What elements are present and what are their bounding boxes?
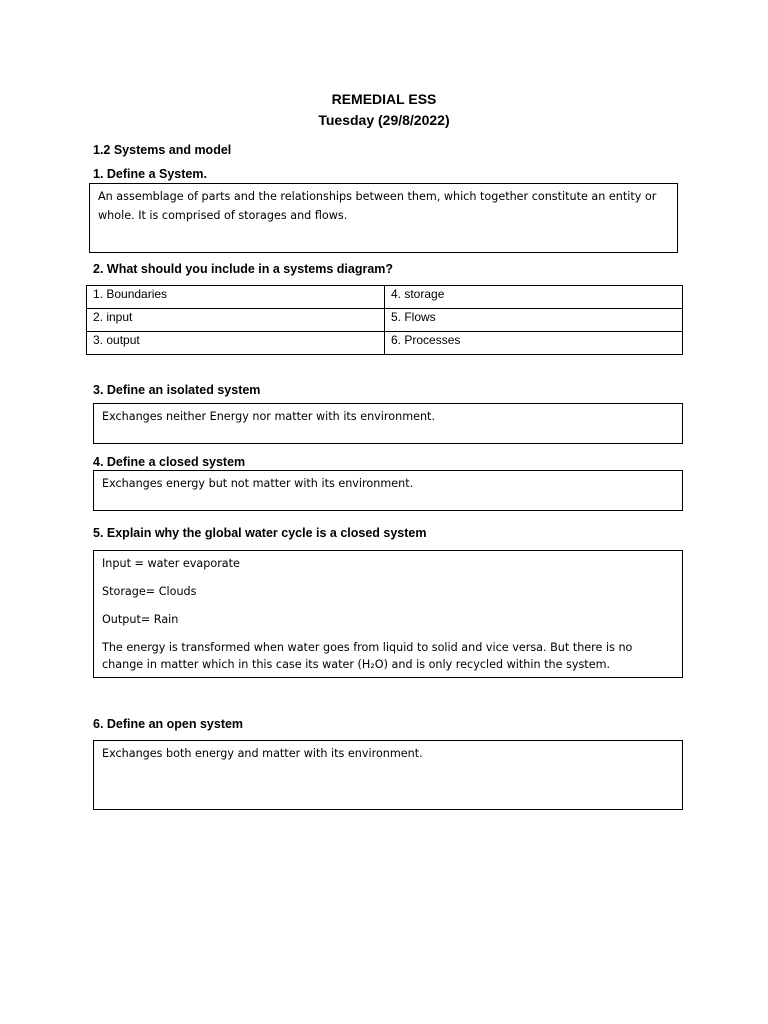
- table-cell: 3. output: [87, 332, 385, 355]
- answer-5-line: Output= Rain: [102, 613, 179, 626]
- answer-5-line: The energy is transformed when water goes from liquid to solid and vice versa. But there is no change in matter which in this case its water (H₂O) and is only recycled within the system.: [102, 641, 633, 671]
- answer-5-line: Input = water evaporate: [102, 557, 240, 570]
- table-cell: 5. Flows: [385, 309, 683, 332]
- question-2: 2. What should you include in a systems diagram?: [93, 262, 394, 276]
- question-1: 1. Define a System.: [93, 167, 207, 181]
- question-6: 6. Define an open system: [93, 717, 244, 731]
- document-date: Tuesday (29/8/2022): [318, 112, 450, 128]
- document-title: REMEDIAL ESS: [331, 91, 437, 107]
- section-heading: 1.2 Systems and model: [93, 143, 232, 157]
- answer-box-6: [93, 740, 683, 810]
- table-cell: 6. Processes: [385, 332, 683, 355]
- table-cell: 1. Boundaries: [87, 286, 385, 309]
- answer-6-text: Exchanges both energy and matter with its environment.: [102, 747, 423, 760]
- answer-box-5: [93, 550, 683, 678]
- answer-box-4: [93, 470, 683, 511]
- table-cell: 4. storage: [385, 286, 683, 309]
- table-row: [87, 309, 683, 332]
- answer-box-3: [93, 403, 683, 444]
- answer-5-line: Storage= Clouds: [102, 585, 197, 598]
- question-3: 3. Define an isolated system: [93, 383, 261, 397]
- table-cell: 2. input: [87, 309, 385, 332]
- systems-diagram-table: [86, 285, 683, 355]
- table-row: [87, 332, 683, 355]
- answer-1-text: An assemblage of parts and the relationships between them, which together constitute an entity or whole. It is comprised of storages and flows.: [98, 190, 657, 222]
- question-4: 4. Define a closed system: [93, 455, 246, 469]
- answer-3-text: Exchanges neither Energy nor matter with its environment.: [102, 410, 436, 423]
- answer-4-text: Exchanges energy but not matter with its environment.: [102, 477, 414, 490]
- table-row: [87, 286, 683, 309]
- answer-box-1: [89, 183, 678, 253]
- question-5: 5. Explain why the global water cycle is a closed system: [93, 526, 427, 540]
